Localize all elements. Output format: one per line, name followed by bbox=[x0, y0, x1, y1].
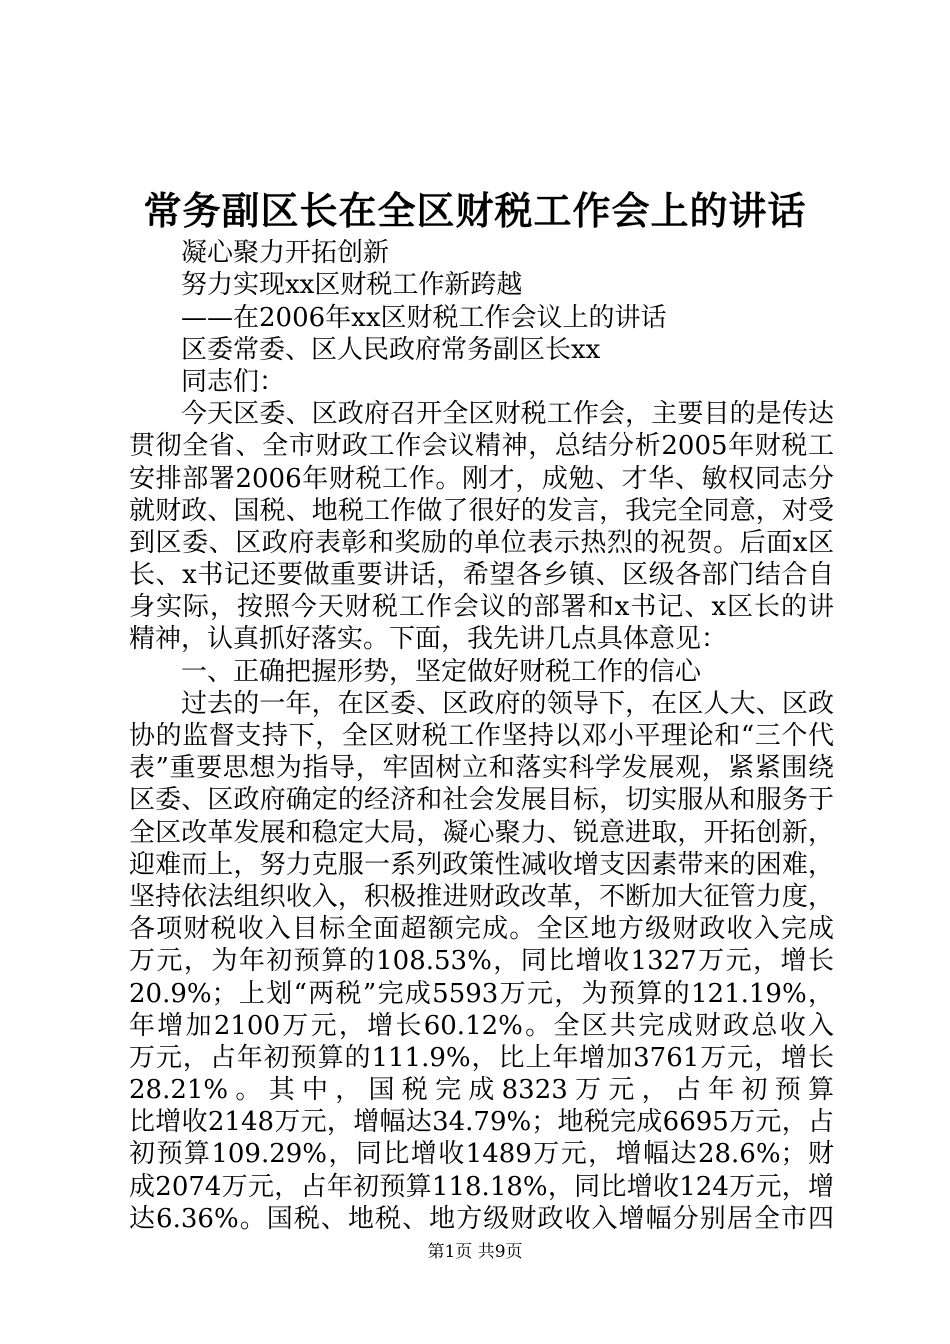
subtitle-line: 凝心聚力开拓创新 bbox=[181, 238, 390, 269]
paragraph-line: 身实际，按照今天财税工作会议的部署和x书记、x区长的讲 bbox=[129, 592, 834, 623]
paragraph-line: 万元，占年初预算的111.9%，比上年增加3761万元，增长 bbox=[129, 1042, 834, 1073]
paragraph-line: 达6.36%。国税、地税、地方级财政收入增幅分别居全市四 bbox=[129, 1203, 834, 1234]
paragraph-line: 贯彻全省、全市财政工作会议精神，总结分析2005年财税工 bbox=[129, 431, 834, 462]
speaker-line: 区委常委、区人民政府常务副区长xx bbox=[181, 334, 601, 365]
paragraph-line: 过去的一年，在区委、区政府的领导下，在区人大、区政 bbox=[181, 688, 834, 719]
paragraph-line: 就财政、国税、地税工作做了很好的发言，我完全同意，对受 bbox=[129, 495, 834, 526]
paragraph-line: 坚持依法组织收入，积极推进财政改革，不断加大征管力度， bbox=[129, 881, 834, 912]
paragraph-line: 精神，认真抓好落实。下面，我先讲几点具体意见： bbox=[129, 624, 728, 655]
paragraph-line: 成2074万元，占年初预算118.18%，同比增收124万元，增 bbox=[129, 1171, 834, 1202]
paragraph-line: 表”重要思想为指导，牢固树立和落实科学发展观，紧紧围绕 bbox=[129, 753, 834, 784]
paragraph-line: 28.21%。其中，国税完成8323万元，占年初预算 bbox=[129, 1075, 834, 1106]
paragraph-line: 各项财税收入目标全面超额完成。全区地方级财政收入完成 bbox=[129, 914, 834, 945]
page-footer: 第1页 共9页 bbox=[427, 1242, 523, 1262]
paragraph-line: 万元，为年初预算的108.53%，同比增收1327万元，增长 bbox=[129, 946, 834, 977]
paragraph-line: 全区改革发展和稳定大局，凝心聚力、锐意进取，开拓创新， bbox=[129, 817, 834, 848]
subtitle-line: 努力实现xx区财税工作新跨越 bbox=[181, 270, 523, 301]
subtitle-line: ——在2006年xx区财税工作会议上的讲话 bbox=[181, 302, 667, 333]
document-title: 常务副区长在全区财税工作会上的讲话 bbox=[143, 188, 807, 233]
paragraph-line: 比增收2148万元，增幅达34.79%；地税完成6695万元，占 bbox=[129, 1107, 834, 1138]
paragraph-line: 20.9%；上划“两税”完成5593万元，为预算的121.19%， bbox=[129, 978, 834, 1009]
paragraph-line: 初预算109.29%，同比增收1489万元，增幅达28.6%；财 bbox=[129, 1139, 834, 1170]
paragraph-line: 今天区委、区政府召开全区财税工作会，主要目的是传达 bbox=[181, 399, 834, 430]
paragraph-line: 安排部署2006年财税工作。刚才，成勉、才华、敏权同志分 bbox=[129, 463, 834, 494]
paragraph-line: 协的监督支持下，全区财税工作坚持以邓小平理论和“三个代 bbox=[129, 721, 834, 751]
document-body bbox=[129, 205, 834, 1235]
paragraph-line: 长、x书记还要做重要讲话，希望各乡镇、区级各部门结合自 bbox=[129, 560, 834, 591]
paragraph-line: 到区委、区政府表彰和奖励的单位表示热烈的祝贺。后面x区 bbox=[129, 527, 834, 558]
section-heading: 一、正确把握形势，坚定做好财税工作的信心 bbox=[181, 656, 702, 687]
blank-line bbox=[129, 205, 834, 237]
salutation-line: 同志们： bbox=[181, 366, 286, 397]
paragraph-line: 年增加2100万元，增长60.12%。全区共完成财政总收入 bbox=[129, 1010, 834, 1041]
paragraph-line: 迎难而上，努力克服一系列政策性减收增支因素带来的困难， bbox=[129, 849, 834, 880]
paragraph-line: 区委、区政府确定的经济和社会发展目标，切实服从和服务于 bbox=[129, 785, 834, 816]
